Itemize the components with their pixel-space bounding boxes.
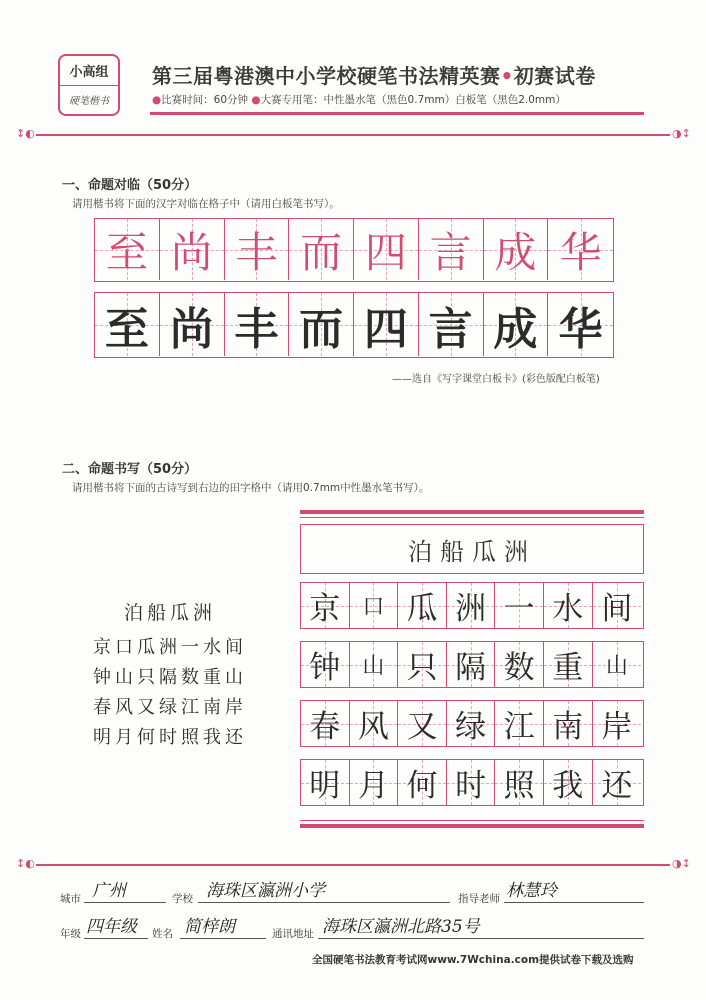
section2-instructions: 请用楷书将下面的古诗写到右边的田字格中（请用0.7mm中性墨水笔书写）。	[72, 482, 430, 494]
poem-char-cell: 风	[350, 701, 399, 746]
written-char-cell: 而	[289, 293, 354, 356]
poem-char-cell: 山	[350, 642, 399, 687]
poem-char-cell: 水	[544, 583, 593, 628]
poem-char-cell: 还	[593, 760, 642, 805]
source-citation: ——选自《写字课堂白板卡》(彩色版配白板笔)	[392, 374, 600, 385]
written-char-row	[94, 292, 614, 358]
section1-instructions: 请用楷书将下面的汉字对临在格子中（请用白板笔书写）。	[72, 198, 340, 210]
poem-char-cell: 间	[593, 583, 642, 628]
model-char-cell: 言	[419, 219, 484, 280]
teacher-label: 指导老师	[458, 893, 500, 905]
written-char-cell: 成	[484, 293, 549, 356]
model-char-cell: 至	[95, 219, 160, 280]
poem-char-cell: 明	[301, 760, 350, 805]
ornament-icon: ↕◐	[16, 857, 35, 870]
model-char-cell: 尚	[160, 219, 225, 280]
exam-time: 比赛时间：60分钟	[161, 94, 249, 106]
written-char-cell: 至	[95, 293, 160, 356]
poem-grid-row	[300, 759, 644, 806]
section1-title: 一、命题对临（50分）	[62, 178, 198, 193]
city-field[interactable]: 广州	[92, 881, 126, 901]
poem-char-cell: 一	[495, 583, 544, 628]
grade-underline	[84, 938, 148, 939]
bullet-icon: ●	[251, 94, 261, 106]
ornament-icon: ◑↕	[672, 127, 691, 140]
poem-char-cell: 京	[301, 583, 350, 628]
name-label: 姓名	[152, 928, 173, 940]
address-field[interactable]: 海珠区瀛洲北路35号	[322, 917, 480, 937]
badge-group-label: 小高组	[60, 56, 118, 86]
city-label: 城市	[60, 893, 81, 905]
written-char-cell: 言	[419, 293, 484, 356]
model-char-cell: 成	[484, 219, 549, 280]
city-underline	[84, 902, 166, 903]
model-char-cell: 丰	[225, 219, 290, 280]
poem-frame-border	[300, 824, 644, 828]
poem-char-cell: 山	[593, 642, 642, 687]
poem-grid-row	[300, 582, 644, 629]
title-separator: •	[500, 64, 514, 88]
poem-line: 钟山只隔数重山	[93, 667, 247, 688]
poem-text	[70, 598, 270, 753]
name-field[interactable]: 简梓朗	[184, 917, 235, 937]
address-underline	[318, 938, 644, 939]
poem-char-cell: 瓜	[398, 583, 447, 628]
poem-frame-border	[300, 517, 644, 518]
grade-label: 年级	[60, 928, 81, 940]
poem-char-cell: 口	[350, 583, 399, 628]
name-underline	[180, 938, 266, 939]
model-char-row	[94, 218, 614, 282]
teacher-field[interactable]: 林慧玲	[506, 881, 557, 901]
poem-char-cell: 岸	[593, 701, 642, 746]
written-char-cell: 四	[354, 293, 419, 356]
exam-pens: 大赛专用笔：中性墨水笔（黑色0.7mm）白板笔（黑色2.0mm）	[260, 94, 566, 106]
model-char-cell: 而	[289, 219, 354, 280]
ornament-icon: ↕◐	[16, 127, 35, 140]
poem-char-cell: 数	[495, 642, 544, 687]
written-char-cell: 丰	[225, 293, 290, 356]
poem-char-cell: 何	[398, 760, 447, 805]
section2-title: 二、命题书写（50分）	[62, 462, 198, 477]
group-badge	[58, 54, 120, 116]
school-label: 学校	[172, 893, 193, 905]
poem-char-cell: 江	[495, 701, 544, 746]
bottom-rule	[36, 864, 670, 866]
model-char-cell: 四	[354, 219, 419, 280]
badge-style-label: 硬笔楷书	[69, 96, 109, 108]
poem-line: 京口瓜洲一水间	[93, 637, 247, 658]
poem-char-cell: 重	[544, 642, 593, 687]
poem-grid-row	[300, 641, 644, 688]
poem-char-cell: 月	[350, 760, 399, 805]
model-char-cell: 华	[548, 219, 613, 280]
poem-char-cell: 钟	[301, 642, 350, 687]
written-char-cell: 尚	[160, 293, 225, 356]
poem-char-cell: 春	[301, 701, 350, 746]
poem-char-cell: 隔	[447, 642, 496, 687]
poem-frame-border	[300, 820, 644, 821]
poem-char-cell: 只	[398, 642, 447, 687]
poem-writing-grid	[300, 582, 644, 818]
poem-char-cell: 南	[544, 701, 593, 746]
poem-char-cell: 我	[544, 760, 593, 805]
exam-info	[152, 92, 566, 107]
header-divider	[150, 112, 644, 115]
poem-char-cell: 绿	[447, 701, 496, 746]
poem-grid-row	[300, 700, 644, 747]
poem-char-cell: 又	[398, 701, 447, 746]
school-underline	[198, 902, 450, 903]
poem-line: 春风又绿江南岸	[93, 697, 247, 718]
poem-char-cell: 照	[495, 760, 544, 805]
poem-char-cell: 时	[447, 760, 496, 805]
address-label: 通讯地址	[272, 928, 314, 940]
top-rule	[36, 134, 670, 136]
footer-note: 全国硬笔书法教育考试网www.7Wchina.com提供试卷下载及选购	[312, 954, 634, 966]
bullet-icon: ●	[152, 94, 162, 106]
title-stage: 初赛试卷	[513, 64, 596, 88]
poem-char-cell: 洲	[447, 583, 496, 628]
written-char-cell: 华	[548, 293, 613, 356]
poem-title: 泊船瓜洲	[123, 602, 216, 624]
school-field[interactable]: 海珠区瀛洲小学	[206, 881, 325, 901]
poem-line: 明月何时照我还	[93, 727, 247, 748]
teacher-underline	[504, 902, 644, 903]
title-main: 第三届粤港澳中小学校硬笔书法精英赛	[152, 64, 501, 88]
written-poem-title: 泊船瓜洲	[300, 524, 644, 574]
poem-frame-border	[300, 510, 644, 514]
page-title	[152, 60, 596, 89]
grade-field[interactable]: 四年级	[86, 917, 137, 937]
ornament-icon: ◑↕	[672, 857, 691, 870]
